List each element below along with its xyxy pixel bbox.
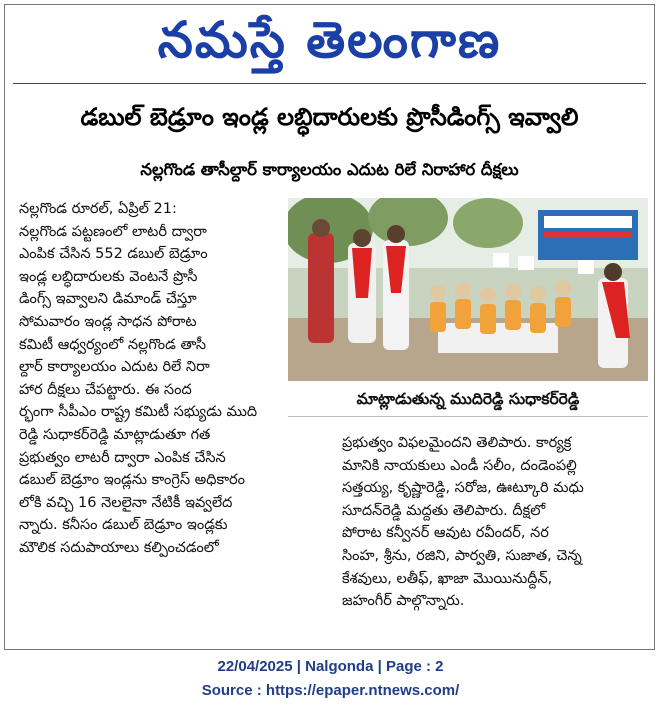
protest-photo-illustration	[288, 198, 648, 381]
article-line: కమిటీ ఆధ్వర్యంలో నల్లగొండ తాసీ	[19, 336, 207, 353]
article-line: డబుల్ బెడ్రూం ఇండ్లను కాంగ్రెస్ అధికారం	[19, 472, 246, 489]
masthead-divider	[13, 83, 646, 84]
article-line: కేశవులు, లతీఫ్, ఖాజా మొయినుద్దీన్,	[342, 570, 553, 587]
article-line: నల్లగొండ రూరల్, ఏప్రిల్ 21:	[19, 201, 177, 217]
article-column-right	[342, 432, 652, 613]
article-line: లోకి వచ్చి 16 నెలలైనా నేటికీ ఇవ్వలేద	[19, 494, 233, 511]
article-column-left	[19, 198, 287, 560]
newspaper-masthead: నమస్తే తెలంగాణ	[157, 11, 502, 69]
article-line: న్నారు. కనీసం డబుల్ బెడ్రూం ఇండ్లకు	[19, 517, 228, 534]
article-line: ర్భంగా సీపీఎం రాష్ట్ర కమిటీ సభ్యుడు ముది	[19, 404, 258, 421]
article-line: ల్దార్ కార్యాలయం ఎదుట రిలే నిరా	[19, 359, 210, 376]
article-line: మౌలిక సదుపాయాలు కల్పించడంలో	[19, 539, 219, 556]
article-line: జహంగీర్ పాల్గొన్నారు.	[342, 593, 465, 610]
article-line: సింహ, శ్రీను, రజిని, పార్వతి, సుజాత, చెన్న	[342, 547, 582, 564]
footer-source-link[interactable]: Source : https://epaper.ntnews.com/	[201, 682, 460, 699]
article-line: నల్లగొండ పట్టణంలో లాటరీ ద్వారా	[19, 223, 207, 240]
article-line: సూదన్‌రెడ్డి మద్దతు తెలిపారు. దీక్షలో	[342, 502, 546, 519]
article-line: ప్రభుత్వం విఫలమైందని తెలిపారు. కార్యక్ర	[342, 435, 572, 451]
article-line: ఎంపిక చేసిన 552 డబుల్ బెడ్రూం	[19, 246, 208, 263]
article-headline: డబుల్ బెడ్రూం ఇండ్ల లబ్ధిదారులకు ప్రొసీడింగ్స్ ఇవ్వాలి	[80, 103, 579, 131]
article-line: పోరాట కన్వీనర్ ఆవుట రవీందర్, నర	[342, 525, 549, 542]
photo-caption: మాట్లాడుతున్న ముదిరెడ్డి సుధాకర్‌రెడ్డి	[288, 382, 648, 417]
article-line: రెడ్డి సుధాకర్‌రెడ్డి మాట్లాడుతూ గత	[19, 426, 211, 443]
article-line: ప్రభుత్వం లాటరీ ద్వారా ఎంపిక చేసిన	[19, 449, 226, 466]
article-line: హార దీక్షలు చేపట్టారు. ఈ సంద	[19, 381, 192, 398]
article-line: ఇండ్ల లబ్ధిదారులకు వెంటనే ప్రొసీ	[19, 268, 198, 285]
footer-edition-info: 22/04/2025 | Nalgonda | Page : 2	[217, 658, 444, 675]
protest-photo	[288, 198, 648, 381]
article-line: సోమవారం ఇండ్ల సాధన పోరాట	[19, 313, 197, 330]
article-line: సత్తయ్య, కృష్ణారెడ్డి, సరోజ, ఊట్కూరి మధు	[342, 480, 584, 497]
article-subheadline: నల్లగొండ తాసీల్దార్ కార్యాలయం ఎదుట రిలే నిరాహార దీక్షలు	[140, 160, 519, 179]
article-line: మానికి నాయకులు ఎండీ సలీం, దండెంపల్లి	[342, 457, 577, 474]
article-line: డింగ్స్ ఇవ్వాలని డిమాండ్ చేస్తూ	[19, 291, 197, 308]
newspaper-clipping	[4, 4, 655, 650]
